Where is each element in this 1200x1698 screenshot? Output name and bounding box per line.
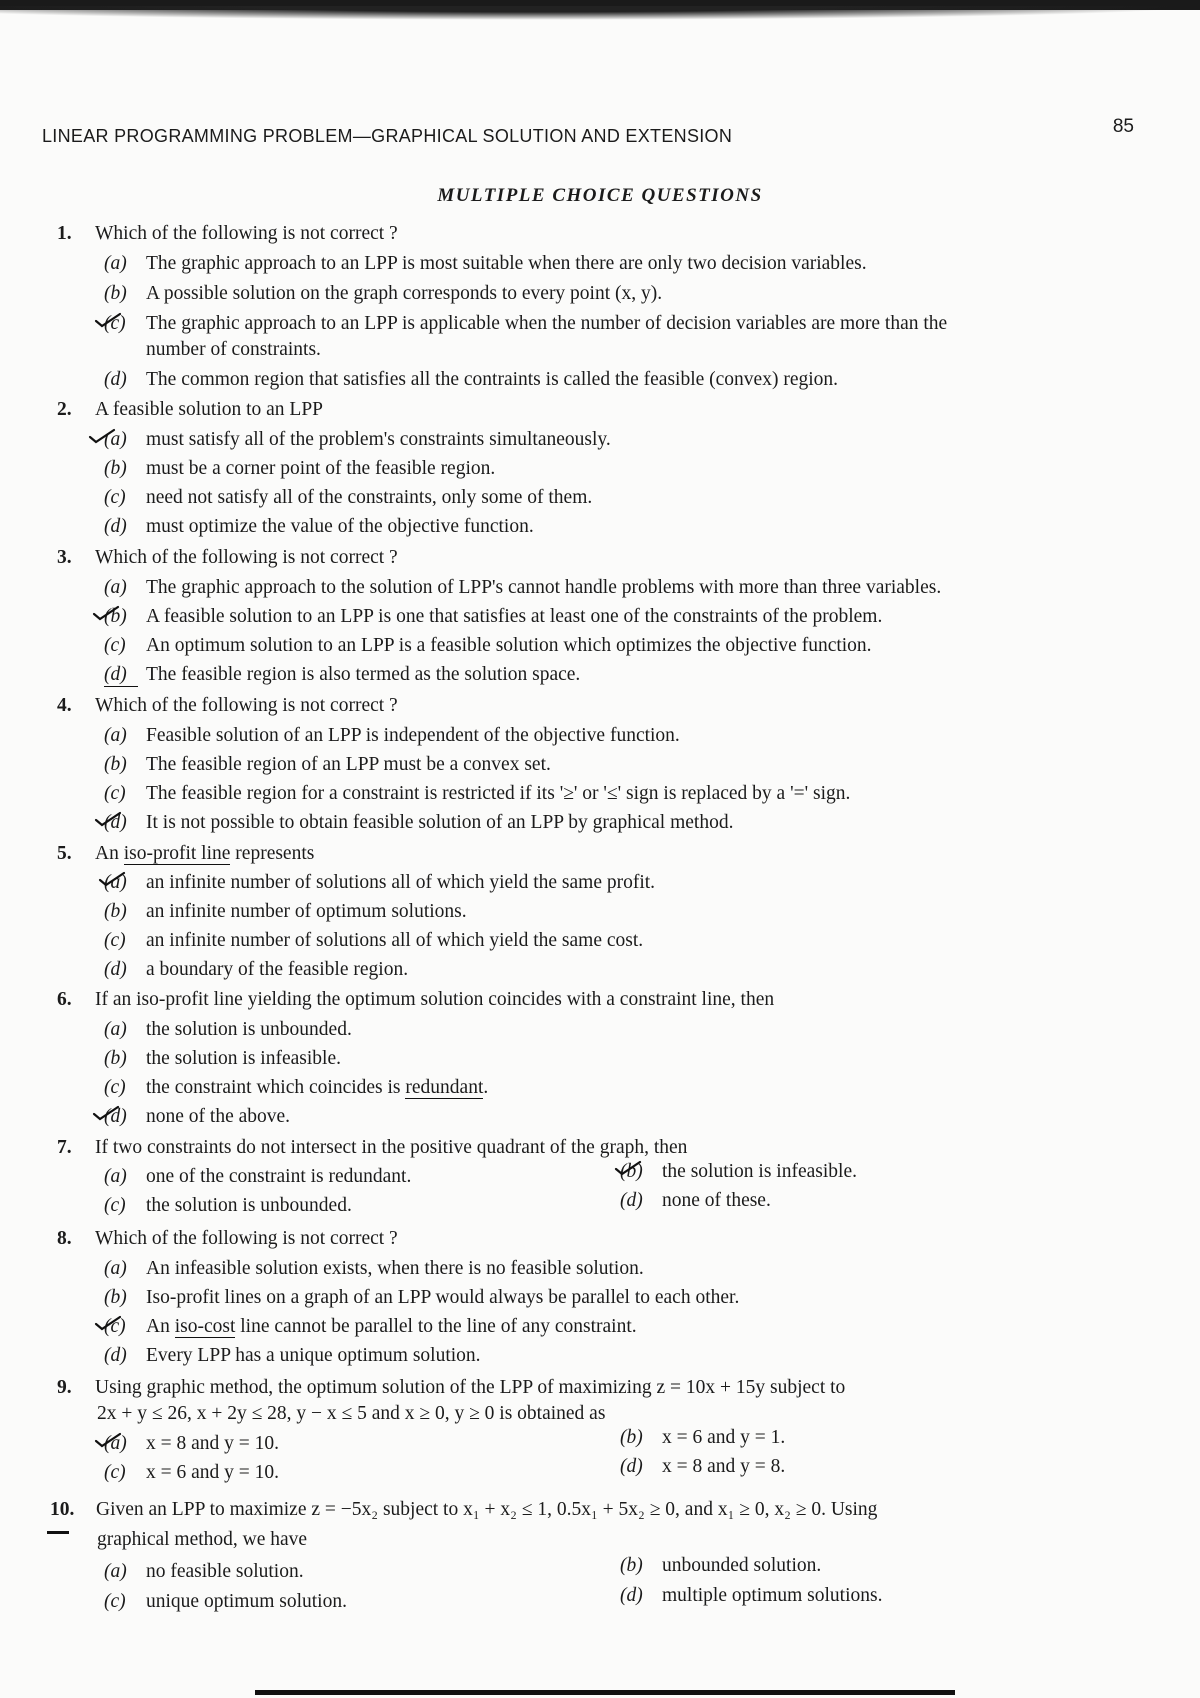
option-8c: (c) An iso-cost line cannot be parallel to the line of any constraint. bbox=[104, 1316, 637, 1337]
question-number: 5. bbox=[57, 843, 72, 864]
option-10c: (c) unique optimum solution. bbox=[104, 1591, 347, 1612]
option-4a: (a) Feasible solution of an LPP is independent of the objective function. bbox=[104, 725, 680, 746]
question-text: Which of the following is not correct ? bbox=[95, 223, 398, 244]
question-3 bbox=[57, 546, 1177, 569]
option-3c: (c) An optimum solution to an LPP is a feasible solution which optimizes the objective function. bbox=[104, 635, 872, 656]
question-7 bbox=[57, 1136, 1177, 1159]
question-number: 2. bbox=[57, 399, 72, 420]
option-8b: (b) Iso-profit lines on a graph of an LPP would always be parallel to each other. bbox=[104, 1287, 740, 1308]
question-text: Given an LPP to maximize z = −5x₂ subject to x₁ + x₂ ≤ 1, 0.5x₁ + 5x₂ ≥ 0, and x₁ ≥ 0, x₂ ≥ 0. Using bbox=[96, 1499, 878, 1520]
top-border-rule bbox=[0, 0, 1200, 18]
question-1 bbox=[57, 222, 1177, 245]
question-number: 7. bbox=[57, 1137, 72, 1158]
question-number: 9. bbox=[57, 1377, 72, 1398]
question-text: If an iso-profit line yielding the optimum solution coincides with a constraint line, then bbox=[95, 989, 775, 1010]
option-1b: (b) A possible solution on the graph corresponds to every point (x, y). bbox=[104, 283, 663, 304]
option-4d: (d) It is not possible to obtain feasible solution of an LPP by graphical method. bbox=[104, 812, 734, 833]
question-number: 8. bbox=[57, 1228, 72, 1249]
option-1d: (d) The common region that satisfies all the contraints is called the feasible (convex) region. bbox=[104, 369, 839, 390]
option-3d: (d) The feasible region is also termed as the solution space. bbox=[104, 663, 580, 687]
question-text: An iso-profit line represents bbox=[95, 843, 315, 864]
question-9-continuation: 2x + y ≤ 26, x + 2y ≤ 28, y − x ≤ 5 and x ≥ 0, y ≥ 0 is obtained as bbox=[97, 1403, 606, 1424]
question-number: 4. bbox=[57, 695, 72, 716]
option-9d: (d) x = 8 and y = 8. bbox=[620, 1456, 786, 1477]
question-number: 6. bbox=[57, 989, 72, 1010]
option-4c: (c) The feasible region for a constraint is restricted if its '≥' or '≤' sign is replaced by a '=' sign. bbox=[104, 783, 851, 804]
option-7b: (b) the solution is infeasible. bbox=[620, 1161, 857, 1182]
question-2 bbox=[57, 398, 1177, 421]
option-5d: (d) a boundary of the feasible region. bbox=[104, 959, 409, 980]
option-2b: (b) must be a corner point of the feasible region. bbox=[104, 458, 496, 479]
option-5c: (c) an infinite number of solutions all of which yield the same cost. bbox=[104, 930, 644, 951]
option-5b: (b) an infinite number of optimum solutions. bbox=[104, 901, 467, 922]
option-6a: (a) the solution is unbounded. bbox=[104, 1019, 352, 1040]
question-number: 1. bbox=[57, 223, 72, 244]
page-number: 85 bbox=[1112, 116, 1134, 137]
question-8 bbox=[57, 1227, 1177, 1250]
margin-dash-mark bbox=[47, 1531, 69, 1534]
question-6 bbox=[57, 988, 1177, 1011]
option-6d: (d) none of the above. bbox=[104, 1106, 291, 1127]
question-text: Which of the following is not correct ? bbox=[95, 547, 398, 568]
option-9a: (a) x = 8 and y = 10. bbox=[104, 1433, 280, 1454]
option-7d: (d) none of these. bbox=[620, 1190, 771, 1211]
question-5 bbox=[57, 842, 1177, 865]
option-5a: (a) an infinite number of solutions all of which yield the same profit. bbox=[104, 872, 656, 893]
option-2a: (a) must satisfy all of the problem's constraints simultaneously. bbox=[104, 429, 611, 450]
question-9 bbox=[57, 1376, 1177, 1399]
option-3a: (a) The graphic approach to the solution of LPP's cannot handle problems with more than three variables. bbox=[104, 577, 942, 598]
option-8d: (d) Every LPP has a unique optimum solution. bbox=[104, 1345, 481, 1366]
running-header: LINEAR PROGRAMMING PROBLEM—GRAPHICAL SOLUTION AND EXTENSION bbox=[42, 126, 733, 146]
question-10-continuation: graphical method, we have bbox=[97, 1529, 308, 1550]
option-1a: (a) The graphic approach to an LPP is most suitable when there are only two decision variables. bbox=[104, 253, 867, 274]
option-1c-continuation: number of constraints. bbox=[146, 339, 321, 360]
question-text: Using graphic method, the optimum solution of the LPP of maximizing z = 10x + 15y subject to bbox=[95, 1377, 846, 1398]
option-3b: (b) A feasible solution to an LPP is one that satisfies at least one of the constraints of the problem. bbox=[104, 606, 883, 627]
option-1c: (c) The graphic approach to an LPP is applicable when the number of decision variables are more than the bbox=[104, 313, 948, 334]
question-number: 3. bbox=[57, 547, 72, 568]
question-text: A feasible solution to an LPP bbox=[95, 399, 324, 420]
bottom-border-rule bbox=[255, 1690, 955, 1695]
option-10b: (b) unbounded solution. bbox=[620, 1555, 822, 1576]
option-2c: (c) need not satisfy all of the constraints, only some of them. bbox=[104, 487, 593, 508]
option-10a: (a) no feasible solution. bbox=[104, 1561, 304, 1582]
option-10d: (d) multiple optimum solutions. bbox=[620, 1585, 883, 1606]
option-7c: (c) the solution is unbounded. bbox=[104, 1195, 352, 1216]
question-text: Which of the following is not correct ? bbox=[95, 1228, 398, 1249]
option-6b: (b) the solution is infeasible. bbox=[104, 1048, 341, 1069]
question-4 bbox=[57, 694, 1177, 717]
option-4b: (b) The feasible region of an LPP must be a convex set. bbox=[104, 754, 551, 775]
option-9c: (c) x = 6 and y = 10. bbox=[104, 1462, 280, 1483]
question-text: Which of the following is not correct ? bbox=[95, 695, 398, 716]
question-number: 10. bbox=[50, 1499, 75, 1520]
option-2d: (d) must optimize the value of the objective function. bbox=[104, 516, 534, 537]
option-7a: (a) one of the constraint is redundant. bbox=[104, 1166, 412, 1187]
question-text: If two constraints do not intersect in the positive quadrant of the graph, then bbox=[95, 1137, 688, 1158]
option-8a: (a) An infeasible solution exists, when there is no feasible solution. bbox=[104, 1258, 644, 1279]
option-6c: (c) the constraint which coincides is redundant. bbox=[104, 1077, 489, 1098]
section-title: MULTIPLE CHOICE QUESTIONS bbox=[437, 185, 763, 206]
option-9b: (b) x = 6 and y = 1. bbox=[620, 1427, 786, 1448]
question-10 bbox=[50, 1498, 1170, 1521]
